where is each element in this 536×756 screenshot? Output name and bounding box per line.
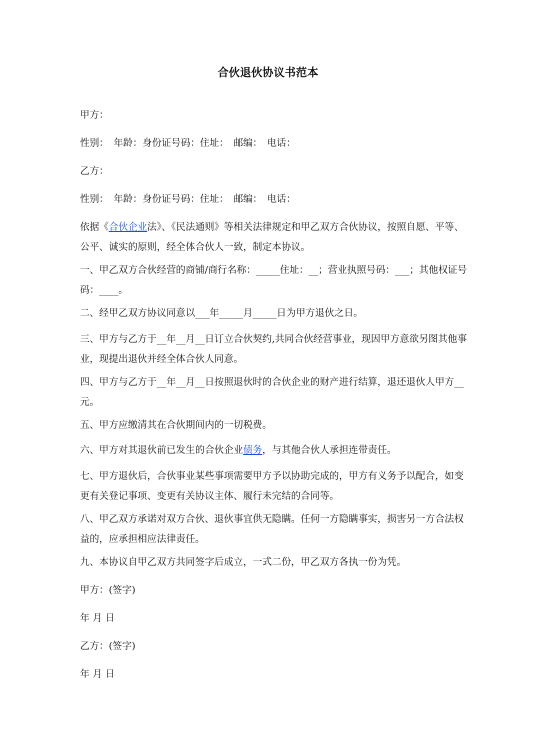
- party-b-signature: 乙方：(签字): [80, 641, 136, 652]
- debt-link[interactable]: 债务: [243, 445, 263, 456]
- clause-6-paragraph: [80, 441, 468, 461]
- party-b-info-line: 性别： 年龄：身份证号码：住址： 邮编： 电话：: [80, 194, 296, 205]
- intro-text-start: 依据《: [80, 222, 109, 233]
- clause-9-paragraph: 九、本协议自甲乙双方共同签字后成立，一式二份，甲乙双方各执一份为凭。: [80, 557, 407, 568]
- clause-6-text-start: 六、甲方对其退伙前已发生的合伙企业: [80, 445, 244, 456]
- party-a-date: 年 月 日: [80, 613, 115, 624]
- clause-4-paragraph: 四、甲方与乙方于__年__月__日按照退伙时的合伙企业的财产进行结算，退还退伙人甲方__元。: [80, 377, 464, 408]
- party-b-date: 年 月 日: [80, 669, 115, 680]
- party-b-label: 乙方：: [80, 166, 109, 177]
- partnership-enterprise-link[interactable]: 合伙企业: [108, 222, 148, 233]
- party-a-info-line: 性别： 年龄：身份证号码：住址： 邮编： 电话：: [80, 138, 296, 149]
- clause-3-paragraph: 三、甲方与乙方于__年__月__日订立合伙契约,共同合伙经营事业，现因甲方意欲另图其他事业，现提出退伙并经全体合伙人同意。: [80, 334, 467, 365]
- clause-1-paragraph: 一、甲乙双方合伙经营的商铺/商行名称：_____住址：__；营业执照号码：___；其他权证号码：____。: [80, 265, 467, 296]
- clause-5-paragraph: 五、甲方应缴清其在合伙期间内的一切税费。: [80, 420, 272, 431]
- party-a-label: 甲方：: [80, 110, 109, 121]
- intro-paragraph: [80, 218, 468, 258]
- clause-7-paragraph: 七、甲方退伙后，合伙事业某些事项需要甲方予以协助完成的，甲方有义务予以配合，如变更有关登记事项、变更有关协议主体、履行未完结的合同等。: [80, 471, 464, 502]
- party-a-signature: 甲方：(签字): [80, 585, 136, 596]
- document-title: 合伙退伙协议书范本: [217, 66, 319, 79]
- clause-8-paragraph: 八、甲乙双方承诺对双方合伙、退伙事宜供无隐瞒。任何一方隐瞒事实，损害另一方合法权益的，应承担相应法律责任。: [80, 514, 464, 545]
- clause-2-paragraph: 二、经甲乙双方协议同意以___年_____月_____日为甲方退伙之日。: [80, 308, 364, 319]
- clause-6-text-rest: ，与其他合伙人承担连带责任。: [262, 445, 397, 456]
- intro-text-rest: 法》、《民法通则》等相关法律规定和甲乙双方合伙协议，按照自愿、平等、公平、诚实的原则，经全体合伙人一致，制定本协议。: [80, 222, 464, 253]
